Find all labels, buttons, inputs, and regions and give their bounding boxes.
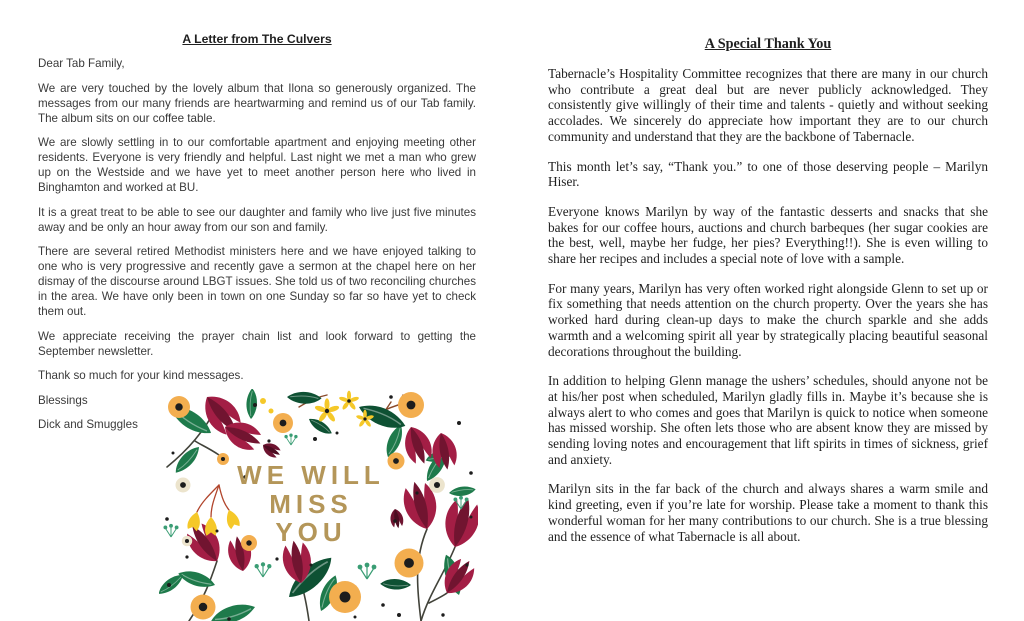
bell-stems — [197, 485, 229, 517]
letter-title: A Letter from The Culvers — [182, 32, 332, 46]
letter-paragraph: There are several retired Methodist ministers here and we have enjoyed talking to one who is very progressive and recently gave a sermon at the chapel here on her dismay of the discourse around LBGT issues. She told us of two reconciling churches in the area. We have only been in town on one Sunday so far so have yet to check them out. — [38, 245, 476, 318]
miss-you-artwork — [159, 389, 478, 621]
letter-column — [38, 31, 476, 442]
thank-you-paragraph: Tabernacle’s Hospitality Committee recognizes that there are many in our church who contribute a great deal but are never publicly acknowledged. They consistently give willingly of their time and talents - quietly and without seeking accolades. We sincerely do appreciate how important they are to our church community and understand that they are the backbone of Tabernacle. — [548, 66, 988, 144]
letter-paragraph: We are slowly settling in to our comfortable apartment and enjoying meeting other residents. Everyone is very friendly and helpful. Last night we met a man who grew up on the Westside and we have yet to meet another person here who lived in Binghamton and worked at BU. — [38, 136, 476, 194]
thank-you-paragraph: Marilyn sits in the far back of the church and always shares a warm smile and kind greeting, even if you’re late for worship. Please take a moment to thank this wonderful woman for her many contributions to our church. She is a true blessing and the essence of what Tabernacle is all about. — [548, 481, 988, 544]
thank-you-paragraph: For many years, Marilyn has very often worked right alongside Glenn to set up or fix something that needs attention on the church property. Over the years she has worked hard during clean-up days to make the church sparkle and she adds warmth and a welcoming spirit all year by strategically placing beautiful seasonal decorations throughout the building. — [548, 280, 988, 359]
letter-closing: Blessings — [38, 393, 88, 407]
thank-you-title: A Special Thank You — [704, 36, 832, 52]
thank-you-column — [548, 36, 988, 558]
thank-you-paragraph: This month let’s say, “Thank you.” to one of those deserving people – Marilyn Hiser. — [548, 158, 988, 190]
letter-signature: Dick and Smuggles — [38, 418, 138, 431]
letter-salutation: Dear Tab Family, — [38, 57, 125, 70]
miss-you-line-2: MISS — [269, 489, 353, 519]
letter-paragraph: Thank so much for your kind messages. — [38, 369, 244, 382]
letter-paragraph: It is a great treat to be able to see our daughter and family who live just five minutes away and be only an hour away from our son and family. — [38, 205, 476, 234]
thank-you-paragraph: Everyone knows Marilyn by way of the fantastic desserts and snacks that she bakes for our coffee hours, auctions and church barbeques (her sugar cookies are the best, well, maybe her fudge, her pies? Everything!!). She is even willing to share her recipes and includes a special note of love with a sample. — [548, 203, 988, 267]
thank-you-paragraph: In addition to helping Glenn manage the ushers’ schedules, should anyone not be at his/her post when scheduled, Marilyn gladly fills in. Maybe it’s because she is always alert to who comes and goes that Marilyn is quick to notice when someone has missed worship. She often lets those who are absent know they are missed by sending loving notes and encouragement that lift spirits in times of sickness, grief and anxiety. — [548, 373, 988, 467]
miss-you-line-3: YOU — [275, 517, 347, 547]
letter-paragraph: We appreciate receiving the prayer chain list and look forward to getting the September newsletter. — [38, 329, 476, 358]
miss-you-line-1: WE WILL — [237, 460, 385, 490]
letter-paragraph: We are very touched by the lovely album that Ilona so generously organized. The messages from our many friends are heartwarming and remind us of our Tab family. The album sits on our coffee table. — [38, 81, 476, 125]
